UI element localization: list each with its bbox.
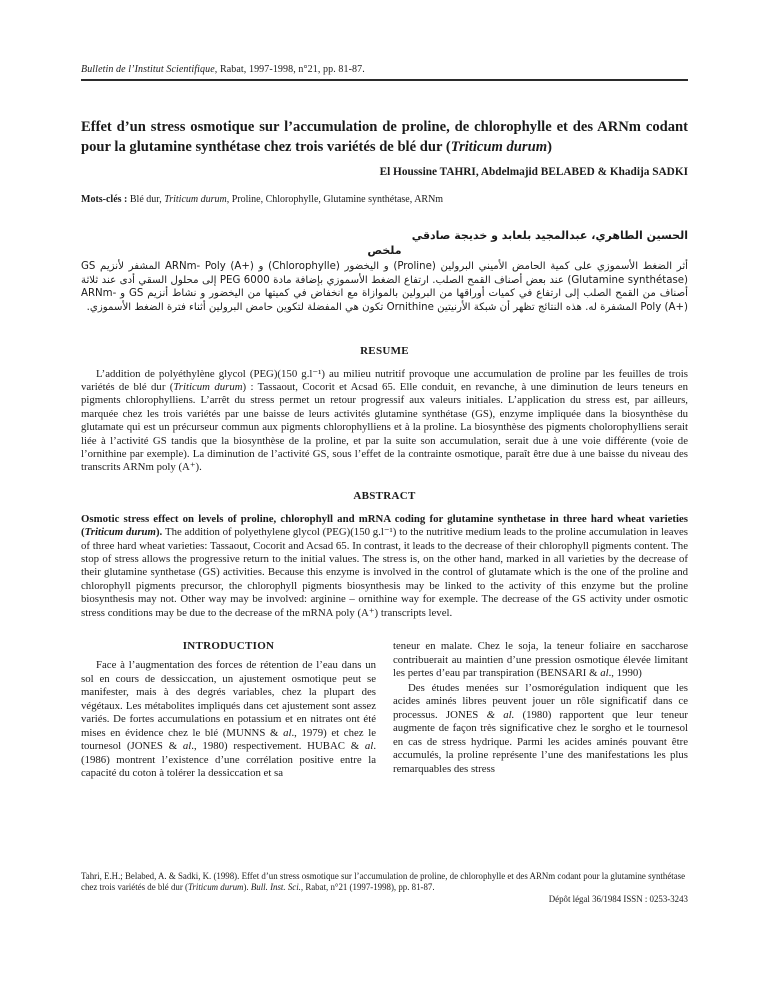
journal-header: Bulletin de l’Institut Scientifique, Rabat, 1997-1998, n°21, pp. 81-87. — [81, 64, 688, 81]
page-footer — [81, 871, 688, 906]
right-column — [393, 640, 688, 781]
two-column-section — [81, 640, 688, 781]
introduction-paragraph-left: Face à l’augmentation des forces de rétention de l’eau dans un sol en cours de dessiccation, un ajustement osmotique peut se manifester, mais à des degrés variables, chez la plupart des végétaux. Les métabolites impliqués dans cet ajustement sont assez variés. De fortes accumulations en potassium et en nitrates ont été mises en évidence chez le blé (MUNNS & al., 1979) et chez le tournesol (JONES & al., 1980) respectivement. HUBAC & al. (1986) montrent l’existence d’une corrélation positive entre la capacité du coton à tolérer la dessiccation et sa — [81, 659, 377, 780]
paper-title: Effet d’un stress osmotique sur l’accumulation de proline, de chlorophylle et des ARNm codant pour la glutamine synthétase chez trois variétés de blé dur (Triticum durum) — [81, 119, 688, 155]
arabic-authors-line: الحسين الطاهري، عبدالمجيد بلعابد و خديجة صادقي — [411, 229, 688, 243]
abstract-paragraph: Osmotic stress effect on levels of proline, chlorophyll and mRNA coding for glutamine synthetase in three hard wheat varieties (Triticum durum). The addition of polyethylene glycol (PEG)(150 g.l⁻¹) to the nutritive medium leads to the proline accumulation in leaves of three hard wheat varieties: Tassaout, Cocorit and Acsad 65. In contrast, it leads to the decrease of their chlorophyll pigments content. The stop of stress allows the progressive return to the initial values. The stress is, on the other hand, marked in all varieties by the decrease of their glutamine synthetase (GS) activities. Because this enzyme is involved in the control of glutamate which is the one of the proline and chlorophyll pigments precursor, the chlorophyll pigments biosynthesis may be linked to the activity of this enzyme but the proline biosynthesis may not. Other way may be involved: arginine – ornithine way for exemple. The decrease of the GS activity under osmotic stress conditions may be due to the decrease of the mRNA poly (A⁺) transcripts level. — [81, 512, 688, 619]
resume-heading: RESUME — [360, 344, 409, 357]
footer-citation: Tahri, E.H.; Belabed, A. & Sadki, K. (1998). Effet d’un stress osmotique sur l’accumulation de proline, de chlorophylle et des ARNm codant pour la glutamine synthétase chez trois variétés de blé dur (Triticum durum). Bull. Inst. Sci., Rabat, n°21 (1997-1998), pp. 81-87. — [81, 871, 686, 893]
resume-paragraph: L’addition de polyéthylène glycol (PEG)(150 g.l⁻¹) au milieu nutritif provoque une accumulation de proline par les feuilles de trois variétés de blé dur (Triticum durum) : Tassaout, Cocorit et Acsad 65. Elle conduit, en revanche, à une diminution de leurs teneurs en pigments chlorophylliens. L’arrêt du stress permet un retour progressif aux valeurs initiales. L’application du stress est, par ailleurs, marquée chez les trois variétés par une baisse de leurs activités glutamine synthétase (GS), enzyme impliquée dans la biosynthèse du glutamate qui est un précurseur commun aux pigments chlorophylliens et à la proline. La biosynthèse des pigments cholorophylliens serait liée à l’activité GS tandis que la biosynthèse de la proline, et par la suite son accumulation, serait due à une voie différente (voie de l’ornithine par exemple). La diminution de l’activité GS, sous l’effet de la contrainte osmotique, paraît être due à une baisse du niveau des transcrits ARNm poly (A⁺). — [81, 367, 688, 474]
footer-legal: Dépôt légal 36/1984 ISSN : 0253-3243 — [548, 894, 688, 905]
introduction-heading: INTRODUCTION — [182, 640, 275, 653]
abstract-heading: ABSTRACT — [353, 489, 416, 502]
keywords-line: Mots-clés : Blé dur, Triticum durum, Proline, Chlorophylle, Glutamine synthétase, ARNm — [81, 194, 444, 206]
arabic-abstract-heading: ملخص — [367, 244, 402, 258]
page-content — [81, 0, 688, 781]
introduction-paragraph-right-2: Des études menées sur l’osmorégulation indiquent que les acides aminés libres peuvent jouer un rôle significatif dans ce processus. JONES & al. (1980) rapportent que leur teneur augmente de façon très significative chez le sorgho et le tournesol en cas de stress hydrique. Parmi les acides aminés pouvant être accumulés, la proline représente l’une des manifestations les plus remarquables des stress — [393, 681, 688, 775]
left-column — [81, 640, 376, 781]
arabic-abstract-paragraph: أثر الضغط الأسموزي على كمية الحامض الأميني البرولين (Proline) و اليخضور (Chlorophylle) و ARNm- Poly (A+) المشفر لأنزيم GS (Glutamine synthétase) عند بعض أصناف القمح الصلب. ارتفاع الضغط الأسموزي بإضافة مادة PEG 6000 إلى محلول السقي أدى عند ثلاثة أصناف من القمح الصلب إلى ارتفاع في كميات أوراقها من البرولين بالموازاة مع انخفاض في كميتها من اليخضور و نشاط أنزيم GS و ARNm- Poly (A+) المشفرة له. هذه النتائج تظهر أن شبكة الأرنيتين Ornithine تكون هي المفضلة لتكوين حامض البرولين أثناء فترة الضغط الأسموزي. — [81, 261, 689, 313]
authors-line: El Houssine TAHRI, Abdelmajid BELABED & Khadija SADKI — [379, 166, 688, 179]
introduction-paragraph-right-1: teneur en malate. Chez le soja, la teneur foliaire en saccharose contribuerait au maintien d’une pression osmotique élevée limitant les pertes d’eau par transpiration (BENSARI & al., 1990) — [393, 640, 688, 680]
